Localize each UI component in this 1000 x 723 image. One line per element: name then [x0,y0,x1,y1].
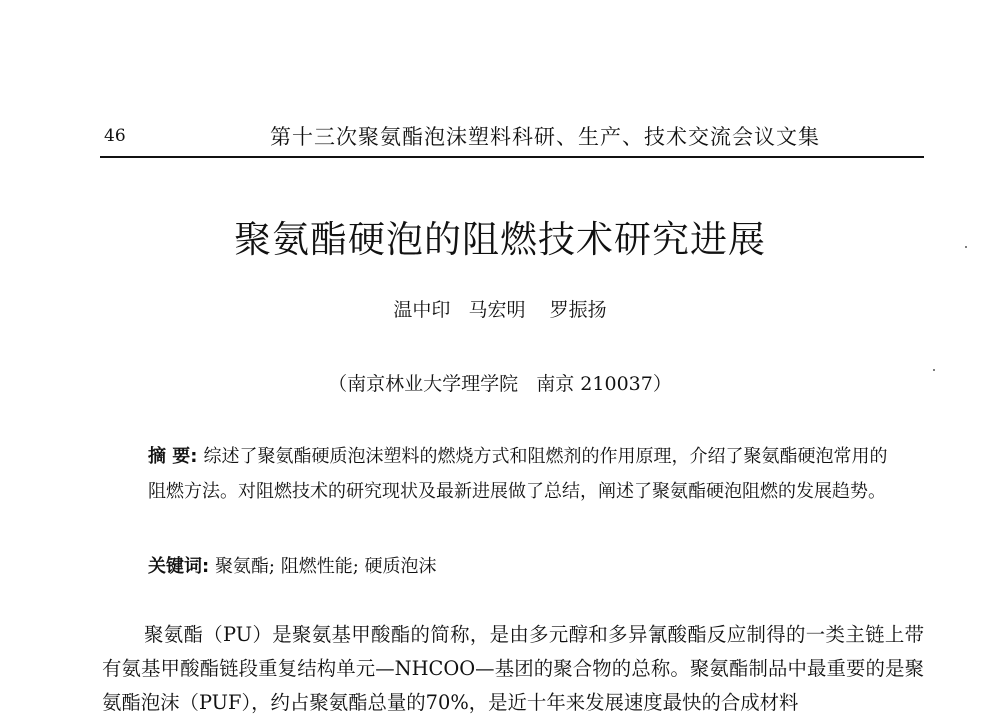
header-rule [100,156,924,158]
abstract [148,439,888,509]
scan-speck [965,246,967,248]
keywords [148,552,888,578]
abstract-label: 摘 要: [148,446,198,467]
keywords-text: 聚氨酯; 阻燃性能; 硬质泡沫 [214,556,437,577]
scan-speck [933,369,935,371]
keywords-label: 关键词: [148,556,210,577]
running-head: 第十三次聚氨酯泡沫塑料科研、生产、技术交流会议文集 [270,125,820,149]
paper-title: 聚氨酯硬泡的阻燃技术研究进展 [234,218,766,261]
page-number: 46 [104,126,126,146]
authors: 温中印 马宏明 罗振扬 [393,299,607,321]
body-paragraph: 聚氨酯（PU）是聚氨基甲酸酯的简称，是由多元醇和多异氰酸酯反应制得的一类主链上带有氨基甲酸酯链段重复结构单元—NHCOO—基团的聚合物的总称。聚氨酯制品中最重要的是聚氨酯泡沫（PUF），约占聚氨酯总量的70%，是近十年来发展速度最快的合成材料 [102,623,924,714]
affiliation: （南京林业大学理学院 南京 210037） [328,373,672,395]
abstract-text: 综述了聚氨酯硬质泡沫塑料的燃烧方式和阻燃剂的作用原理，介绍了聚氨酯硬泡常用的阻燃方法。对阻燃技术的研究现状及最新进展做了总结，阐述了聚氨酯硬泡阻燃的发展趋势。 [148,446,888,502]
